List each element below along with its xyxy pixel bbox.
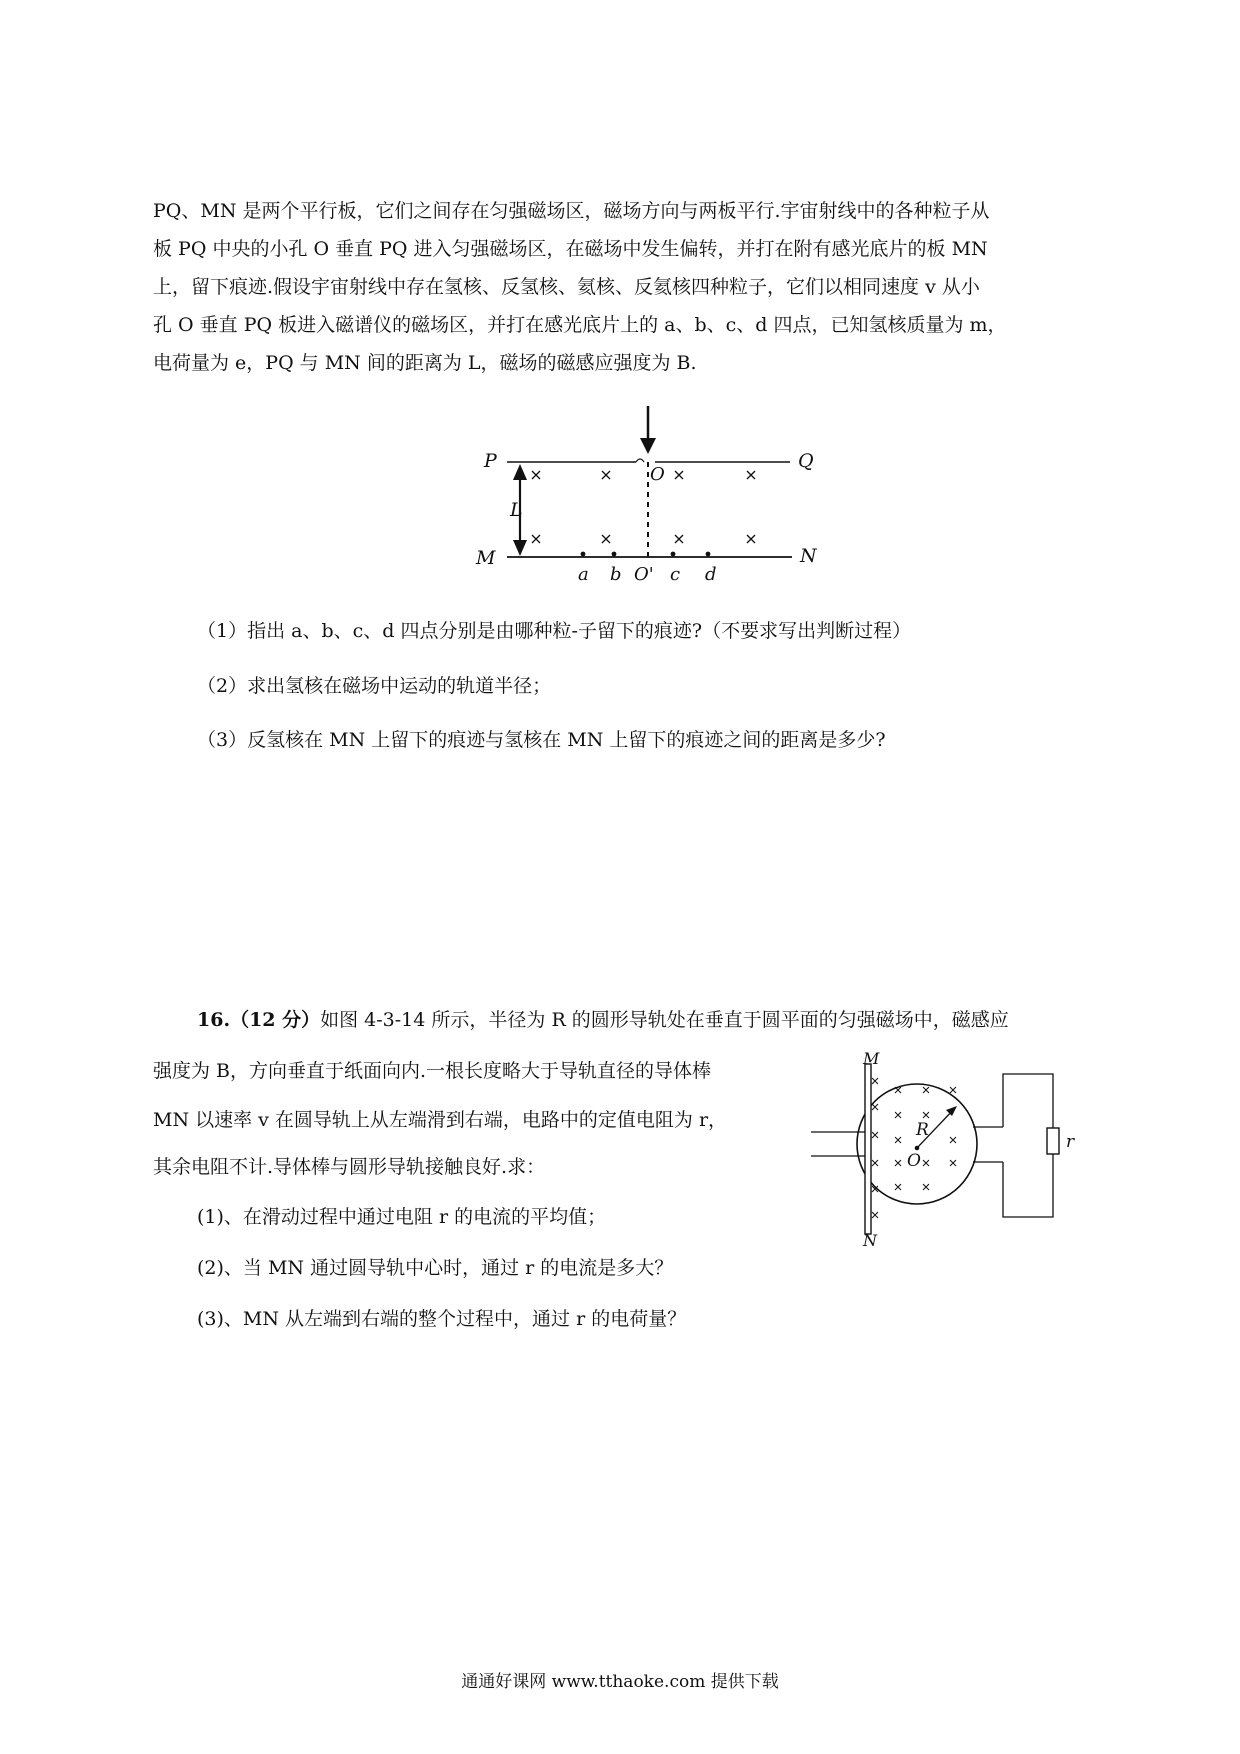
p16-question-3: (3)、MN 从左端到右端的整个过程中，通过 r 的电荷量？ (197, 1308, 687, 1330)
label-L: L (510, 499, 523, 521)
p16-first-line-text: 如图 4-3-14 所示，半径为 R 的圆形导轨处在垂直于圆平面的匀强磁场中，磁感应 (320, 1009, 1009, 1031)
label-O-prime: O' (634, 564, 654, 585)
p15-question-1: （1）指出 a、b、c、d 四点分别是由哪种粒-子留下的痕迹?（不要求写出判断过程） (197, 620, 912, 642)
intro-line-4: 孔 O 垂直 PQ 板进入磁谱仪的磁场区，并打在感光底片上的 a、b、c、d 四点，已知氢核质量为 m， (153, 314, 1007, 336)
label-N: N (800, 545, 817, 567)
p16-question-1: (1)、在滑动过程中通过电阻 r 的电流的平均值； (197, 1206, 607, 1228)
label-d: d (705, 564, 717, 585)
circular-rail (857, 1084, 977, 1204)
p15-question-2: （2）求出氢核在磁场中运动的轨道半径； (197, 675, 552, 697)
label-O: O (907, 1151, 921, 1171)
label-P: P (484, 450, 497, 472)
label-a: a (578, 564, 589, 585)
intro-line-3: 上，留下痕迹.假设宇宙射线中存在氢核、反氢核、氦核、反氦核四种粒子，它们以相同速度 v 从小 (153, 276, 980, 298)
point-d-dot (706, 552, 711, 557)
label-c: c (670, 564, 681, 585)
label-O: O (650, 464, 665, 485)
spectrometer-figure (470, 400, 830, 590)
intro-line-2: 板 PQ 中央的小孔 O 垂直 PQ 进入匀强磁场区，在磁场中发生偏转，并打在附有感光底片的板 MN (153, 238, 988, 260)
label-R: R (916, 1120, 929, 1140)
p16-line-4: 其余电阻不计.导体棒与圆形导轨接触良好.求： (153, 1156, 546, 1178)
point-a-dot (581, 552, 586, 557)
p15-question-3: （3）反氢核在 MN 上留下的痕迹与氢核在 MN 上留下的痕迹之间的距离是多少? (197, 729, 886, 751)
point-b-dot (612, 552, 617, 557)
label-N: N (863, 1231, 877, 1247)
label-Q: Q (798, 450, 814, 472)
conductor-rod-MN (865, 1064, 871, 1234)
point-c-dot (671, 552, 676, 557)
circular-rail-figure (805, 1052, 1080, 1247)
p16-first-line (197, 1007, 1009, 1033)
p16-question-2: (2)、当 MN 通过圆导轨中心时，通过 r 的电流是多大？ (197, 1257, 674, 1279)
label-r: r (1066, 1132, 1075, 1152)
p16-number: 16. (197, 1009, 231, 1031)
p16-line-2: 强度为 B，方向垂直于纸面向内.一根长度略大于导轨直径的导体棒 (153, 1060, 712, 1082)
p16-line-3: MN 以速率 v 在圆导轨上从左端滑到右端，电路中的定值电阻为 r， (153, 1109, 728, 1131)
field-marks (532, 471, 755, 543)
label-M: M (476, 547, 496, 569)
page-footer: 通通好课网 www.tthaoke.com 提供下载 (461, 1672, 779, 1692)
label-b: b (610, 564, 622, 585)
resistor-r (1047, 1128, 1059, 1154)
intro-line-5: 电荷量为 e，PQ 与 MN 间的距离为 L，磁场的磁感应强度为 B. (153, 352, 697, 374)
p16-points: （12 分） (230, 1009, 321, 1031)
center-O-dot (915, 1146, 920, 1151)
label-M: M (863, 1052, 880, 1068)
intro-line-1: PQ、MN 是两个平行板，它们之间存在匀强磁场区，磁场方向与两板平行.宇宙射线中的各种粒子从 (153, 200, 990, 222)
